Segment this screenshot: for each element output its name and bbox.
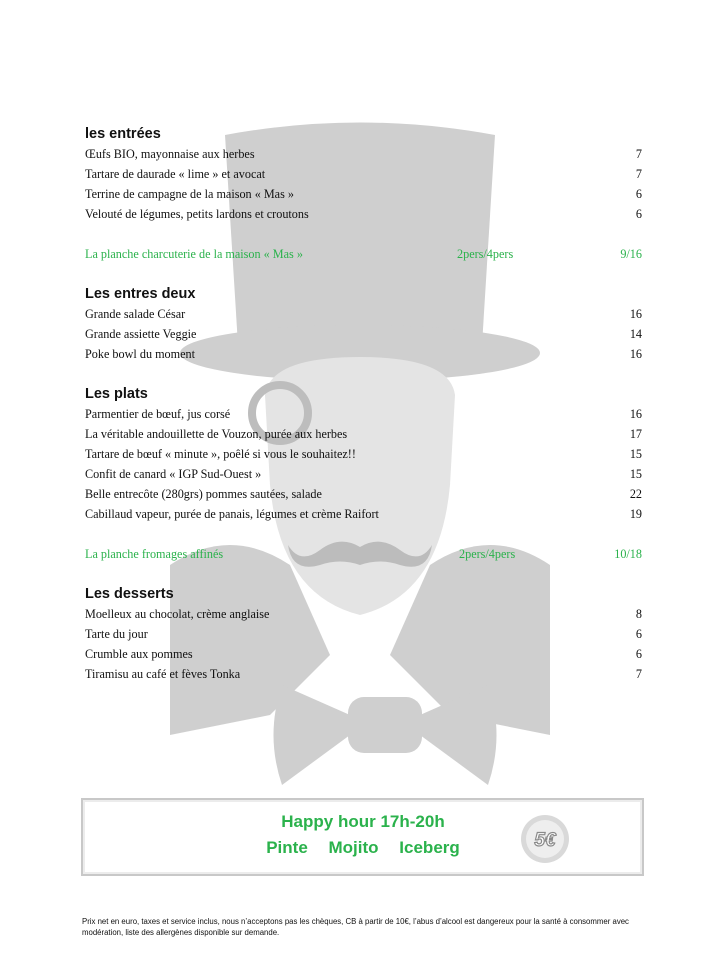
happy-hour-title: Happy hour 17h-20h (281, 812, 445, 831)
menu (85, 124, 642, 684)
menu-item (85, 324, 642, 344)
item-name: Grande salade César (85, 307, 186, 321)
menu-item (85, 444, 642, 464)
section-desserts (85, 584, 642, 684)
menu-item (85, 644, 642, 664)
planche-portions: 2pers/4pers (457, 247, 514, 261)
menu-item (85, 624, 642, 644)
item-price: 7 (635, 147, 642, 161)
menu-item (85, 424, 642, 444)
price-badge-icon (520, 814, 570, 864)
item-price: 15 (629, 467, 642, 481)
footer-notice: Prix net en euro, taxes et service inclus, nous n’acceptons pas les chèques, CB à partir de 10€, l’abus d’alcool est dangereux pour la santé à consommer avec modération, liste des allergènes disponible sur demande. (82, 917, 629, 937)
section-title: Les desserts (85, 586, 174, 602)
menu-item (85, 144, 642, 164)
item-price: 8 (635, 607, 642, 621)
item-name: Velouté de légumes, petits lardons et croutons (85, 207, 309, 221)
drink-pinte: Pinte (266, 838, 308, 857)
item-price: 7 (635, 167, 642, 181)
planche-portions: 2pers/4pers (459, 547, 516, 561)
drink-iceberg: Iceberg (399, 838, 460, 857)
section-title: les entrées (85, 126, 161, 142)
menu-item (85, 164, 642, 184)
item-price: 16 (629, 407, 642, 421)
planche-price: 9/16 (620, 247, 642, 261)
section-title: Les entres deux (85, 286, 196, 302)
item-price: 16 (629, 347, 642, 361)
item-price: 6 (635, 647, 642, 661)
item-name: Tartare de daurade « lime » et avocat (85, 167, 266, 181)
planche-fromages (85, 544, 642, 564)
item-price: 14 (629, 327, 642, 341)
item-name: Poke bowl du moment (85, 347, 196, 361)
planche-name: La planche fromages affinés (85, 547, 224, 561)
item-name: Œufs BIO, mayonnaise aux herbes (85, 147, 255, 161)
item-name: Crumble aux pommes (85, 647, 193, 661)
item-name: Moelleux au chocolat, crème anglaise (85, 607, 270, 621)
section-entrees (85, 124, 642, 264)
section-title: Les plats (85, 386, 148, 402)
badge-text: 5€ (534, 830, 556, 851)
item-price: 22 (629, 487, 642, 501)
item-name: Tartare de bœuf « minute », poêlé si vous le souhaitez!! (85, 447, 356, 461)
menu-item (85, 504, 642, 524)
planche-charcuterie (85, 244, 642, 264)
item-price: 6 (635, 207, 642, 221)
item-name: Terrine de campagne de la maison « Mas » (85, 187, 294, 201)
section-entres-deux (85, 284, 642, 364)
item-name: Cabillaud vapeur, purée de panais, légumes et crème Raifort (85, 507, 379, 521)
menu-item (85, 184, 642, 204)
menu-item (85, 404, 642, 424)
menu-item (85, 304, 642, 324)
item-price: 19 (629, 507, 642, 521)
item-price: 16 (629, 307, 642, 321)
menu-item (85, 204, 642, 224)
item-price: 15 (629, 447, 642, 461)
drink-mojito: Mojito (328, 838, 379, 857)
item-price: 6 (635, 627, 642, 641)
planche-price: 10/18 (614, 547, 642, 561)
item-name: La véritable andouillette de Vouzon, purée aux herbes (85, 427, 348, 441)
item-price: 7 (635, 667, 642, 681)
planche-name: La planche charcuterie de la maison « Mas » (85, 247, 303, 261)
item-price: 17 (629, 427, 642, 441)
item-name: Belle entrecôte (280grs) pommes sautées, salade (85, 487, 322, 501)
item-name: Grande assiette Veggie (85, 327, 197, 341)
item-name: Tiramisu au café et fèves Tonka (85, 667, 241, 681)
menu-item (85, 664, 642, 684)
item-name: Tarte du jour (85, 627, 148, 641)
section-plats (85, 384, 642, 564)
happy-hour-box (81, 798, 644, 876)
menu-item (85, 484, 642, 504)
menu-item (85, 464, 642, 484)
item-price: 6 (635, 187, 642, 201)
menu-item (85, 344, 642, 364)
item-name: Confit de canard « IGP Sud-Ouest » (85, 467, 262, 481)
menu-item (85, 604, 642, 624)
item-name: Parmentier de bœuf, jus corsé (85, 407, 231, 421)
